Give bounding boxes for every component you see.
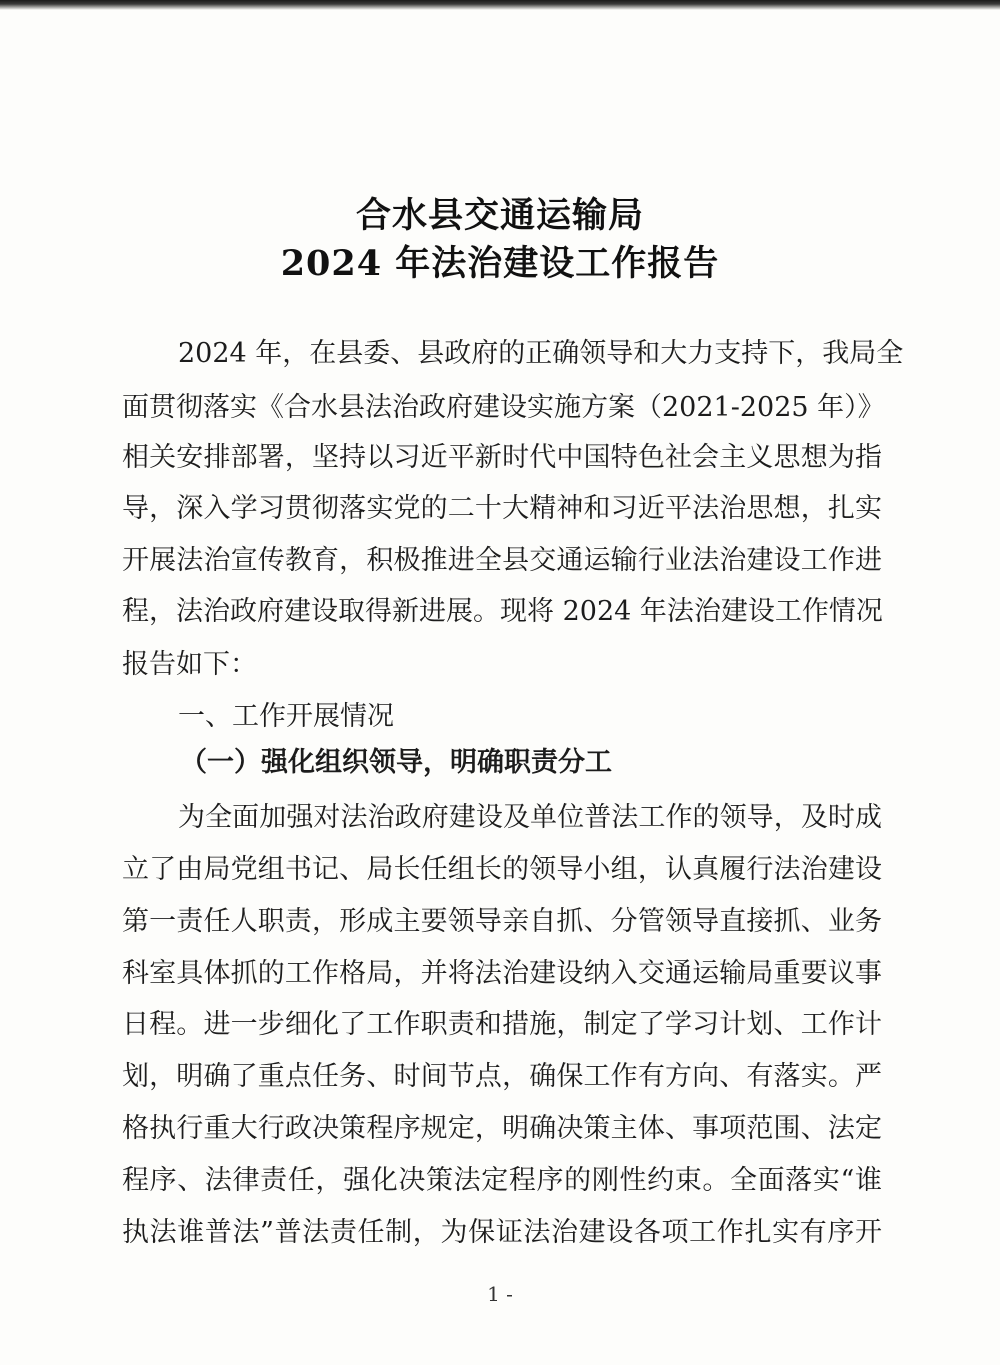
body-line: 划，明确了重点任务、时间节点，确保工作有方向、有落实。严 bbox=[122, 1061, 882, 1092]
body-line: 科室具体抓的工作格局，并将法治建设纳入交通运输局重要议事 bbox=[122, 958, 882, 989]
intro-line: 2024 年，在县委、县政府的正确领导和大力支持下，我局全 bbox=[178, 338, 904, 369]
document-title-line-2: 2024 年法治建设工作报告 bbox=[280, 243, 720, 284]
intro-line: 面贯彻落实《合水县法治政府建设实施方案（2021-2025 年）》 bbox=[122, 392, 885, 423]
body-line: 第一责任人职责，形成主要领导亲自抓、分管领导直接抓、业务 bbox=[122, 906, 882, 937]
section-heading: 一、工作开展情况 bbox=[178, 701, 394, 732]
intro-line: 开展法治宣传教育，积极推进全县交通运输行业法治建设工作进 bbox=[122, 545, 882, 576]
body-line: 立了由局党组书记、局长任组长的领导小组，认真履行法治建设 bbox=[122, 854, 882, 885]
body-line: 执法谁普法”普法责任制，为保证法治建设各项工作扎实有序开 bbox=[122, 1217, 882, 1248]
intro-line: 导，深入学习贯彻落实党的二十大精神和习近平法治思想，扎实 bbox=[122, 493, 882, 524]
body-line: 格执行重大行政决策程序规定，明确决策主体、事项范围、法定 bbox=[122, 1113, 882, 1144]
subsection-heading: （一）强化组织领导，明确职责分工 bbox=[180, 747, 612, 778]
intro-line: 相关安排部署，坚持以习近平新时代中国特色社会主义思想为指 bbox=[122, 442, 882, 473]
body-line: 程序、法律责任，强化决策法定程序的刚性约束。全面落实“谁 bbox=[122, 1165, 882, 1196]
scan-top-edge bbox=[0, 0, 1000, 10]
page-number: 1 - bbox=[487, 1282, 513, 1306]
body-line: 日程。进一步细化了工作职责和措施，制定了学习计划、工作计 bbox=[122, 1009, 882, 1040]
body-line: 为全面加强对法治政府建设及单位普法工作的领导，及时成 bbox=[178, 802, 882, 833]
intro-line: 报告如下： bbox=[122, 649, 257, 680]
document-title-line-1: 合水县交通运输局 bbox=[355, 195, 644, 236]
intro-line: 程，法治政府建设取得新进展。现将 2024 年法治建设工作情况 bbox=[122, 596, 883, 627]
